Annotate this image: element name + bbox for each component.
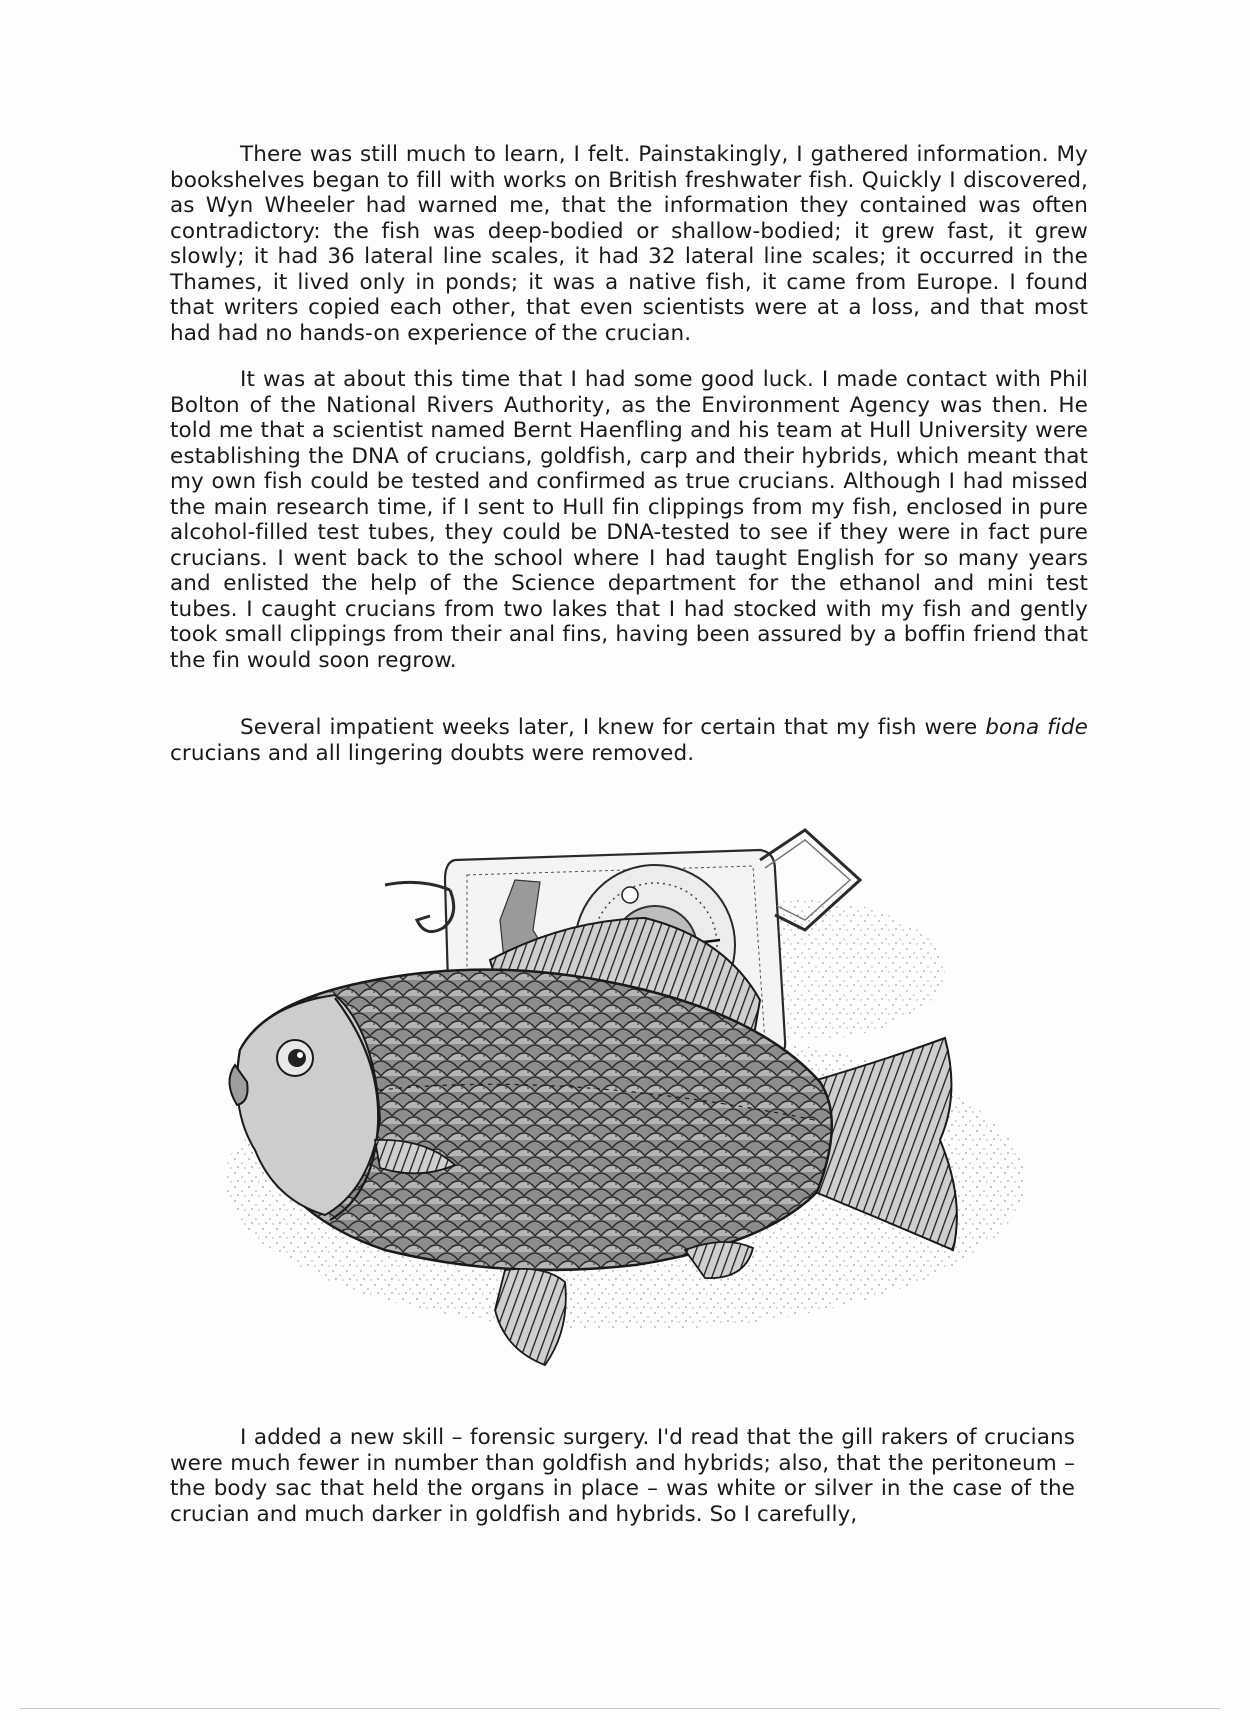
scan-edge-line [20, 1708, 1220, 1709]
anal-fin [495, 1269, 566, 1365]
paragraph-3 [170, 715, 1088, 766]
paragraph-1: There was still much to learn, I felt. Painstakingly, I gathered information. My bookshelves began to fill with works on British freshwater fish. Quickly I discovered, as Wyn Wheeler had warned me, that the information they contained was often contradictory: the fish was deep-bodied or shallow-bodied; it grew fast, it grew slowly; it had 36 lateral line scales, it had 32 lateral line scales; it occurred in the Thames, it lived only in ponds; it was a native fish, it came from Europe. I found that writers copied each other, that even scientists were at a loss, and that most had had no hands-on experience of the crucian. [170, 142, 1088, 346]
paragraph-4: I added a new skill – forensic surgery. I'd read that the gill rakers of crucians were much fewer in number than goldfish and hybrids; also, that the peritoneum – the body sac that held the organs in place – was white or silver in the case of the crucian and much darker in goldfish and hybrids. So I carefully, [170, 1425, 1075, 1527]
fish-eye [277, 1040, 313, 1076]
paragraph-3-text-end: crucians and all lingering doubts were removed. [170, 740, 695, 766]
fish-hook-icon [385, 882, 454, 931]
paragraph-2: It was at about this time that I had some good luck. I made contact with Phil Bolton of the National Rivers Authority, as the Environment Agency was then. He told me that a scientist named Bernt Haenfling and his team at Hull University were establishing the DNA of crucians, goldfish, carp and their hybrids, which meant that my own fish could be tested and confirmed as true crucians. Although I had missed the main research time, if I sent to Hull fin clippings from my fish, enclosed in pure alcohol-filled test tubes, they could be DNA-tested to see if they were in fact pure crucians. I went back to the school where I had taught English for so many years and enlisted the help of the Science department for the ethanol and mini test tubes. I caught crucians from two lakes that I had stocked with my fish and gently took small clippings from their anal fins, having been assured by a boffin friend that the fin would soon regrow. [170, 367, 1088, 673]
crucian-carp-illustration [205, 820, 1055, 1390]
paragraph-3-italic-phrase: bona fide [985, 715, 1088, 740]
paragraph-3-text-start: Several impatient weeks later, I knew for certain that my fish were [240, 715, 986, 740]
